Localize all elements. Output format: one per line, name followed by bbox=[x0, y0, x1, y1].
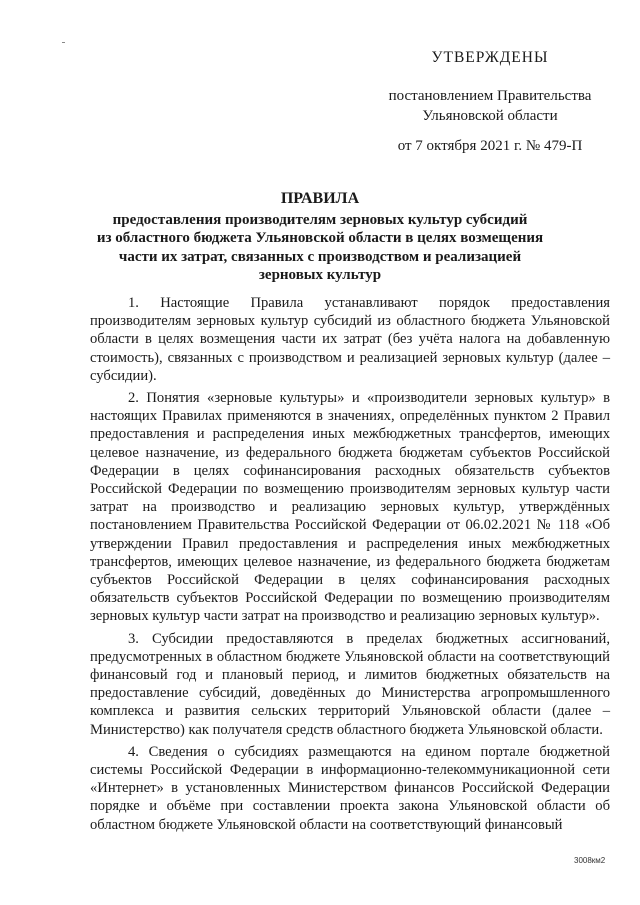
approval-date-number: от 7 октября 2021 г. № 479-П bbox=[397, 138, 583, 154]
approval-block bbox=[380, 48, 600, 156]
title-subtitle-line: из областного бюджета Ульяновской области в целях возмещения bbox=[96, 230, 544, 246]
title-heading: ПРАВИЛА bbox=[280, 190, 360, 207]
title-subtitle-line: части их затрат, связанных с производством и реализацией bbox=[118, 248, 522, 265]
footer-code: 3008км2 bbox=[574, 856, 606, 865]
approval-stamp: УТВЕРЖДЕНЫ bbox=[431, 49, 549, 66]
title-subtitle-line: предоставления производителям зерновых культур субсидий bbox=[112, 211, 528, 228]
document-body bbox=[90, 294, 610, 838]
title-subtitle-line: зерновых культур bbox=[258, 267, 382, 283]
paragraph-3: 3. Субсидии предоставляются в пределах бюджетных ассигнований, предусмотренных в областном бюджете Ульяновской области на соответствующий финансовый год и плановый период, и лимитов бюджетных обязательств на предоставление субсидий, доведённых до Министерства агропромышленного комплекса и развития сельских территорий Ульяновской области (далее – Министерство) как получателя средств областного бюджета Ульяновской области. bbox=[90, 630, 610, 738]
paragraph-1: 1. Настоящие Правила устанавливают порядок предоставления производителям зерновых культур субсидий из областного бюджета Ульяновской области в целях возмещения части их затрат (без учёта налога на добавленную стоимость), связанных с производством и реализацией зерновых культур (далее – субсидии). bbox=[90, 295, 610, 384]
scan-speck bbox=[62, 42, 65, 43]
document-title bbox=[80, 190, 560, 285]
paragraph-2: 2. Понятия «зерновые культуры» и «производители зерновых культур» в настоящих Правилах применяются в значениях, определённых пунктом 2 Правил предоставления и распределения иных межбюджетных трансфертов, имеющих целевое назначение, из федерального бюджета бюджетам субъектов Российской Федерации в целях софинансирования расходных обязательств субъектов Российской Федерации по возмещению производителям зерновых культур части затрат на производство и реализацию зерновых культур, утверждённых постановлением Правительства Российской Федерации от 06.02.2021 № 118 «Об утверждении Правил предоставления и распределения иных межбюджетных трансфертов, имеющих целевое назначение, из федерального бюджета бюджетам субъектов Российской Федерации в целях софинансирования расходных обязательств субъектов Российской Федерации по возмещению производителям зерновых культур части затрат на производство и реализацию зерновых культур». bbox=[90, 390, 610, 625]
approval-line-1: постановлением Правительства bbox=[388, 88, 592, 104]
paragraph-4: 4. Сведения о субсидиях размещаются на едином портале бюджетной системы Российской Федерации в информационно-телекоммуникационной сети «Интернет» в установленных Министерством финансов Российской Федерации порядке и объёме при составлении проекта закона Ульяновской области об областном бюджете Ульяновской области на соответствующий финансовый bbox=[90, 743, 610, 833]
approval-line-2: Ульяновской области bbox=[422, 108, 558, 124]
